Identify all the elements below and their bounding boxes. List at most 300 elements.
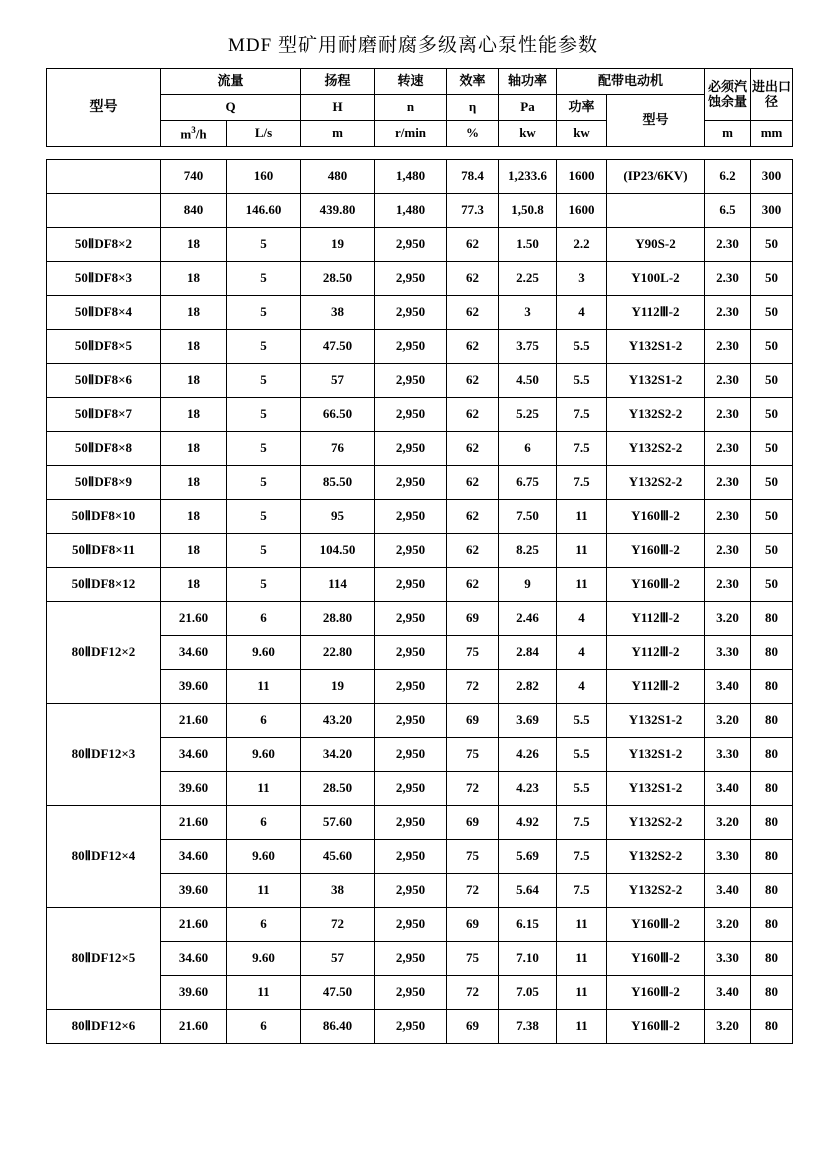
cell-bore: 50 — [751, 500, 793, 534]
cell-speed: 2,950 — [375, 228, 447, 262]
cell-flow-m3h: 39.60 — [161, 874, 227, 908]
performance-data-table — [46, 159, 793, 1044]
page-title: MDF 型矿用耐磨耐腐多级离心泵性能参数 — [228, 35, 598, 56]
cell-head: 66.50 — [301, 398, 375, 432]
cell-speed: 2,950 — [375, 568, 447, 602]
header-motor-power-label: 功率 — [557, 95, 607, 121]
cell-head: 45.60 — [301, 840, 375, 874]
cell-flow-m3h: 740 — [161, 160, 227, 194]
cell-motor-power: 7.5 — [557, 432, 607, 466]
cell-shaft-power: 6 — [499, 432, 557, 466]
cell-flow-m3h: 21.60 — [161, 602, 227, 636]
cell-flow-ls: 5 — [227, 568, 301, 602]
cell-pump-model: 80ⅡDF12×6 — [47, 1010, 161, 1044]
table-row — [47, 262, 793, 296]
cell-shaft-power: 2.82 — [499, 670, 557, 704]
cell-npsh: 2.30 — [705, 262, 751, 296]
cell-flow-ls: 9.60 — [227, 840, 301, 874]
cell-efficiency: 72 — [447, 772, 499, 806]
cell-motor-model: Y132S2-2 — [607, 398, 705, 432]
table-row — [47, 330, 793, 364]
cell-flow-m3h: 21.60 — [161, 1010, 227, 1044]
cell-efficiency: 62 — [447, 228, 499, 262]
cell-motor-model: Y132S2-2 — [607, 466, 705, 500]
cell-flow-m3h: 18 — [161, 568, 227, 602]
cell-head: 72 — [301, 908, 375, 942]
cell-flow-m3h: 34.60 — [161, 636, 227, 670]
cell-efficiency: 62 — [447, 500, 499, 534]
table-row — [47, 806, 793, 840]
cell-flow-m3h: 34.60 — [161, 942, 227, 976]
cell-head: 38 — [301, 874, 375, 908]
cell-motor-model: Y132S2-2 — [607, 840, 705, 874]
cell-flow-m3h: 39.60 — [161, 976, 227, 1010]
cell-motor-power: 11 — [557, 908, 607, 942]
cell-motor-model: Y90S-2 — [607, 228, 705, 262]
cell-bore: 80 — [751, 670, 793, 704]
cell-pump-model: 50ⅡDF8×4 — [47, 296, 161, 330]
cell-head: 34.20 — [301, 738, 375, 772]
cell-head: 104.50 — [301, 534, 375, 568]
header-head-unit: m — [301, 121, 375, 147]
cell-motor-power: 5.5 — [557, 738, 607, 772]
cell-shaft-power: 1,50.8 — [499, 194, 557, 228]
header-flow-unit-2: L/s — [227, 121, 301, 147]
cell-flow-m3h: 18 — [161, 398, 227, 432]
header-head-symbol: H — [301, 95, 375, 121]
table-row — [47, 160, 793, 194]
header-shaft-label: 轴功率 — [499, 69, 557, 95]
cell-pump-model: 50ⅡDF8×6 — [47, 364, 161, 398]
cell-motor-model: Y132S1-2 — [607, 772, 705, 806]
cell-bore: 50 — [751, 364, 793, 398]
cell-motor-model: Y132S1-2 — [607, 364, 705, 398]
cell-head: 19 — [301, 228, 375, 262]
cell-bore: 50 — [751, 534, 793, 568]
cell-npsh: 2.30 — [705, 398, 751, 432]
cell-shaft-power: 5.69 — [499, 840, 557, 874]
cell-speed: 2,950 — [375, 908, 447, 942]
table-row — [47, 1010, 793, 1044]
cell-flow-m3h: 21.60 — [161, 704, 227, 738]
cell-speed: 1,480 — [375, 160, 447, 194]
cell-speed: 2,950 — [375, 636, 447, 670]
cell-npsh: 3.30 — [705, 636, 751, 670]
cell-motor-power: 1600 — [557, 194, 607, 228]
cell-speed: 2,950 — [375, 976, 447, 1010]
cell-flow-ls: 6 — [227, 704, 301, 738]
cell-flow-m3h: 18 — [161, 330, 227, 364]
cell-speed: 1,480 — [375, 194, 447, 228]
cell-speed: 2,950 — [375, 1010, 447, 1044]
table-row — [47, 194, 793, 228]
cell-flow-m3h: 39.60 — [161, 670, 227, 704]
cell-head: 28.50 — [301, 262, 375, 296]
cell-npsh: 2.30 — [705, 432, 751, 466]
cell-shaft-power: 2.25 — [499, 262, 557, 296]
cell-pump-model: 80ⅡDF12×5 — [47, 908, 161, 1010]
cell-speed: 2,950 — [375, 874, 447, 908]
cell-pump-model: 80ⅡDF12×2 — [47, 602, 161, 704]
cell-npsh: 6.5 — [705, 194, 751, 228]
cell-shaft-power: 3 — [499, 296, 557, 330]
cell-efficiency: 62 — [447, 432, 499, 466]
cell-efficiency: 77.3 — [447, 194, 499, 228]
cell-efficiency: 62 — [447, 398, 499, 432]
cell-motor-model: Y160Ⅲ-2 — [607, 500, 705, 534]
header-flow-label: 流量 — [161, 69, 301, 95]
cell-speed: 2,950 — [375, 262, 447, 296]
cell-efficiency: 78.4 — [447, 160, 499, 194]
cell-speed: 2,950 — [375, 772, 447, 806]
cell-speed: 2,950 — [375, 534, 447, 568]
cell-flow-m3h: 34.60 — [161, 738, 227, 772]
cell-npsh: 3.40 — [705, 772, 751, 806]
header-speed-symbol: n — [375, 95, 447, 121]
cell-head: 86.40 — [301, 1010, 375, 1044]
cell-bore: 300 — [751, 160, 793, 194]
cell-motor-model: Y100L-2 — [607, 262, 705, 296]
cell-efficiency: 69 — [447, 908, 499, 942]
cell-head: 95 — [301, 500, 375, 534]
cell-flow-m3h: 18 — [161, 228, 227, 262]
cell-npsh: 3.20 — [705, 602, 751, 636]
cell-shaft-power: 5.25 — [499, 398, 557, 432]
cell-flow-m3h: 18 — [161, 500, 227, 534]
cell-head: 38 — [301, 296, 375, 330]
table-row — [47, 500, 793, 534]
header-head-label: 扬程 — [301, 69, 375, 95]
cell-bore: 80 — [751, 772, 793, 806]
cell-npsh: 3.20 — [705, 806, 751, 840]
cell-motor-power: 11 — [557, 942, 607, 976]
cell-speed: 2,950 — [375, 942, 447, 976]
cell-flow-ls: 160 — [227, 160, 301, 194]
cell-speed: 2,950 — [375, 602, 447, 636]
cell-flow-ls: 6 — [227, 908, 301, 942]
cell-efficiency: 75 — [447, 840, 499, 874]
cell-bore: 50 — [751, 432, 793, 466]
cell-efficiency: 75 — [447, 942, 499, 976]
cell-motor-model: Y160Ⅲ-2 — [607, 1010, 705, 1044]
cell-head: 85.50 — [301, 466, 375, 500]
cell-npsh: 6.2 — [705, 160, 751, 194]
table-row — [47, 398, 793, 432]
cell-head: 57 — [301, 942, 375, 976]
cell-shaft-power: 1.50 — [499, 228, 557, 262]
cell-motor-model: Y160Ⅲ-2 — [607, 942, 705, 976]
table-row — [47, 466, 793, 500]
cell-motor-power: 5.5 — [557, 704, 607, 738]
cell-motor-model: (IP23/6KV) — [607, 160, 705, 194]
cell-pump-model — [47, 194, 161, 228]
cell-shaft-power: 7.05 — [499, 976, 557, 1010]
cell-bore: 80 — [751, 840, 793, 874]
cell-head: 57.60 — [301, 806, 375, 840]
cell-bore: 80 — [751, 908, 793, 942]
table-row — [47, 908, 793, 942]
cell-shaft-power: 4.26 — [499, 738, 557, 772]
cell-npsh: 3.20 — [705, 704, 751, 738]
cell-flow-ls: 5 — [227, 330, 301, 364]
cell-flow-ls: 6 — [227, 602, 301, 636]
cell-motor-power: 4 — [557, 670, 607, 704]
cell-head: 19 — [301, 670, 375, 704]
cell-flow-ls: 9.60 — [227, 738, 301, 772]
cell-flow-m3h: 39.60 — [161, 772, 227, 806]
cell-shaft-power: 6.15 — [499, 908, 557, 942]
cell-head: 28.80 — [301, 602, 375, 636]
cell-npsh: 3.30 — [705, 840, 751, 874]
table-row — [47, 602, 793, 636]
cell-efficiency: 62 — [447, 466, 499, 500]
cell-bore: 80 — [751, 636, 793, 670]
cell-head: 114 — [301, 568, 375, 602]
cell-speed: 2,950 — [375, 466, 447, 500]
header-shaft-unit: kw — [499, 121, 557, 147]
cell-head: 22.80 — [301, 636, 375, 670]
header-bore-label: 进出口径 — [751, 69, 793, 121]
cell-flow-ls: 5 — [227, 432, 301, 466]
cell-motor-power: 5.5 — [557, 330, 607, 364]
cell-head: 439.80 — [301, 194, 375, 228]
cell-speed: 2,950 — [375, 432, 447, 466]
cell-motor-model: Y112Ⅲ-2 — [607, 670, 705, 704]
cell-speed: 2,950 — [375, 398, 447, 432]
cell-speed: 2,950 — [375, 840, 447, 874]
cell-motor-model: Y160Ⅲ-2 — [607, 976, 705, 1010]
cell-shaft-power: 4.23 — [499, 772, 557, 806]
cell-shaft-power: 7.38 — [499, 1010, 557, 1044]
cell-npsh: 3.40 — [705, 670, 751, 704]
cell-motor-model: Y132S2-2 — [607, 432, 705, 466]
table-row — [47, 296, 793, 330]
cell-bore: 80 — [751, 602, 793, 636]
cell-shaft-power: 3.69 — [499, 704, 557, 738]
cell-motor-power: 4 — [557, 636, 607, 670]
cell-motor-model: Y112Ⅲ-2 — [607, 636, 705, 670]
header-motor-model-label: 型号 — [607, 95, 705, 147]
table-row — [47, 364, 793, 398]
cell-shaft-power: 4.92 — [499, 806, 557, 840]
cell-motor-power: 7.5 — [557, 466, 607, 500]
cell-speed: 2,950 — [375, 500, 447, 534]
cell-motor-power: 5.5 — [557, 772, 607, 806]
cell-head: 47.50 — [301, 330, 375, 364]
header-speed-label: 转速 — [375, 69, 447, 95]
cell-efficiency: 69 — [447, 1010, 499, 1044]
cell-shaft-power: 3.75 — [499, 330, 557, 364]
header-npsh-label: 必须汽蚀余量 — [705, 69, 751, 121]
header-row-1 — [47, 69, 793, 95]
header-npsh-unit: m — [705, 121, 751, 147]
header-flow-symbol: Q — [161, 95, 301, 121]
table-header-block — [46, 68, 793, 147]
cell-head: 57 — [301, 364, 375, 398]
cell-motor-model — [607, 194, 705, 228]
cell-bore: 50 — [751, 466, 793, 500]
cell-efficiency: 69 — [447, 704, 499, 738]
cell-efficiency: 62 — [447, 364, 499, 398]
header-motor-power-unit: kw — [557, 121, 607, 147]
cell-head: 76 — [301, 432, 375, 466]
table-row — [47, 432, 793, 466]
cell-npsh: 2.30 — [705, 466, 751, 500]
cell-npsh: 3.30 — [705, 942, 751, 976]
cell-flow-ls: 11 — [227, 670, 301, 704]
cell-motor-model: Y132S1-2 — [607, 704, 705, 738]
cell-flow-m3h: 18 — [161, 262, 227, 296]
cell-bore: 80 — [751, 874, 793, 908]
header-shaft-symbol: Pa — [499, 95, 557, 121]
cell-motor-power: 7.5 — [557, 874, 607, 908]
cell-speed: 2,950 — [375, 330, 447, 364]
cell-flow-ls: 5 — [227, 262, 301, 296]
cell-npsh: 3.30 — [705, 738, 751, 772]
cell-bore: 50 — [751, 568, 793, 602]
cell-flow-ls: 5 — [227, 364, 301, 398]
header-eff-label: 效率 — [447, 69, 499, 95]
cell-pump-model: 50ⅡDF8×2 — [47, 228, 161, 262]
cell-efficiency: 69 — [447, 806, 499, 840]
table-row — [47, 534, 793, 568]
cell-pump-model: 50ⅡDF8×11 — [47, 534, 161, 568]
cell-flow-ls: 6 — [227, 806, 301, 840]
cell-efficiency: 62 — [447, 296, 499, 330]
cell-speed: 2,950 — [375, 704, 447, 738]
cell-npsh: 2.30 — [705, 228, 751, 262]
header-eff-unit: % — [447, 121, 499, 147]
cell-speed: 2,950 — [375, 738, 447, 772]
cell-flow-ls: 11 — [227, 772, 301, 806]
cell-npsh: 2.30 — [705, 296, 751, 330]
cell-bore: 50 — [751, 398, 793, 432]
cell-motor-power: 5.5 — [557, 364, 607, 398]
cell-motor-model: Y112Ⅲ-2 — [607, 296, 705, 330]
cell-flow-ls: 5 — [227, 228, 301, 262]
cell-motor-power: 7.5 — [557, 398, 607, 432]
cell-shaft-power: 7.10 — [499, 942, 557, 976]
cell-npsh: 3.40 — [705, 874, 751, 908]
cell-flow-ls: 5 — [227, 534, 301, 568]
cell-efficiency: 62 — [447, 330, 499, 364]
cell-efficiency: 72 — [447, 976, 499, 1010]
cell-head: 43.20 — [301, 704, 375, 738]
cell-shaft-power: 5.64 — [499, 874, 557, 908]
table-row — [47, 568, 793, 602]
cell-bore: 80 — [751, 704, 793, 738]
cell-flow-ls: 5 — [227, 296, 301, 330]
cell-head: 28.50 — [301, 772, 375, 806]
cell-flow-ls: 6 — [227, 1010, 301, 1044]
header-eff-symbol: η — [447, 95, 499, 121]
cell-pump-model: 50ⅡDF8×7 — [47, 398, 161, 432]
cell-flow-ls: 5 — [227, 500, 301, 534]
cell-bore: 50 — [751, 262, 793, 296]
cell-motor-power: 11 — [557, 976, 607, 1010]
header-model: 型号 — [47, 69, 161, 147]
cell-flow-m3h: 18 — [161, 364, 227, 398]
cell-motor-model: Y112Ⅲ-2 — [607, 602, 705, 636]
header-bore-unit: mm — [751, 121, 793, 147]
cell-npsh: 2.30 — [705, 568, 751, 602]
cell-motor-model: Y132S1-2 — [607, 738, 705, 772]
cell-shaft-power: 2.46 — [499, 602, 557, 636]
cell-efficiency: 62 — [447, 262, 499, 296]
cell-speed: 2,950 — [375, 670, 447, 704]
cell-motor-model: Y132S2-2 — [607, 874, 705, 908]
cell-efficiency: 75 — [447, 636, 499, 670]
cell-flow-ls: 146.60 — [227, 194, 301, 228]
header-flow-unit-1: $m^3/h$ — [161, 121, 227, 147]
cell-motor-power: 11 — [557, 568, 607, 602]
cell-bore: 80 — [751, 806, 793, 840]
cell-motor-power: 2.2 — [557, 228, 607, 262]
cell-flow-ls: 9.60 — [227, 636, 301, 670]
cell-motor-model: Y132S1-2 — [607, 330, 705, 364]
cell-pump-model: 50ⅡDF8×10 — [47, 500, 161, 534]
cell-pump-model: 50ⅡDF8×5 — [47, 330, 161, 364]
cell-npsh: 2.30 — [705, 534, 751, 568]
cell-bore: 50 — [751, 228, 793, 262]
cell-bore: 50 — [751, 296, 793, 330]
cell-speed: 2,950 — [375, 364, 447, 398]
cell-flow-m3h: 18 — [161, 534, 227, 568]
cell-motor-power: 7.5 — [557, 840, 607, 874]
cell-shaft-power: 6.75 — [499, 466, 557, 500]
cell-flow-ls: 11 — [227, 976, 301, 1010]
cell-head: 47.50 — [301, 976, 375, 1010]
cell-flow-m3h: 34.60 — [161, 840, 227, 874]
cell-flow-ls: 11 — [227, 874, 301, 908]
cell-speed: 2,950 — [375, 296, 447, 330]
cell-npsh: 3.40 — [705, 976, 751, 1010]
cell-flow-m3h: 840 — [161, 194, 227, 228]
cell-npsh: 2.30 — [705, 364, 751, 398]
cell-pump-model — [47, 160, 161, 194]
cell-flow-ls: 5 — [227, 398, 301, 432]
cell-shaft-power: 2.84 — [499, 636, 557, 670]
cell-motor-model: Y160Ⅲ-2 — [607, 534, 705, 568]
table-row — [47, 704, 793, 738]
cell-pump-model: 50ⅡDF8×8 — [47, 432, 161, 466]
cell-bore: 80 — [751, 942, 793, 976]
cell-motor-power: 11 — [557, 1010, 607, 1044]
cell-motor-power: 11 — [557, 500, 607, 534]
header-motor-label: 配带电动机 — [557, 69, 705, 95]
table-row — [47, 228, 793, 262]
cell-motor-power: 7.5 — [557, 806, 607, 840]
cell-npsh: 3.20 — [705, 1010, 751, 1044]
cell-motor-power: 1600 — [557, 160, 607, 194]
cell-motor-power: 4 — [557, 296, 607, 330]
cell-efficiency: 62 — [447, 568, 499, 602]
cell-shaft-power: 9 — [499, 568, 557, 602]
cell-efficiency: 72 — [447, 670, 499, 704]
cell-motor-power: 4 — [557, 602, 607, 636]
cell-motor-model: Y160Ⅲ-2 — [607, 568, 705, 602]
cell-pump-model: 80ⅡDF12×4 — [47, 806, 161, 908]
cell-motor-model: Y160Ⅲ-2 — [607, 908, 705, 942]
cell-efficiency: 72 — [447, 874, 499, 908]
cell-flow-m3h: 18 — [161, 296, 227, 330]
cell-shaft-power: 8.25 — [499, 534, 557, 568]
cell-motor-power: 11 — [557, 534, 607, 568]
cell-shaft-power: 7.50 — [499, 500, 557, 534]
cell-npsh: 3.20 — [705, 908, 751, 942]
cell-flow-m3h: 18 — [161, 466, 227, 500]
cell-pump-model: 80ⅡDF12×3 — [47, 704, 161, 806]
